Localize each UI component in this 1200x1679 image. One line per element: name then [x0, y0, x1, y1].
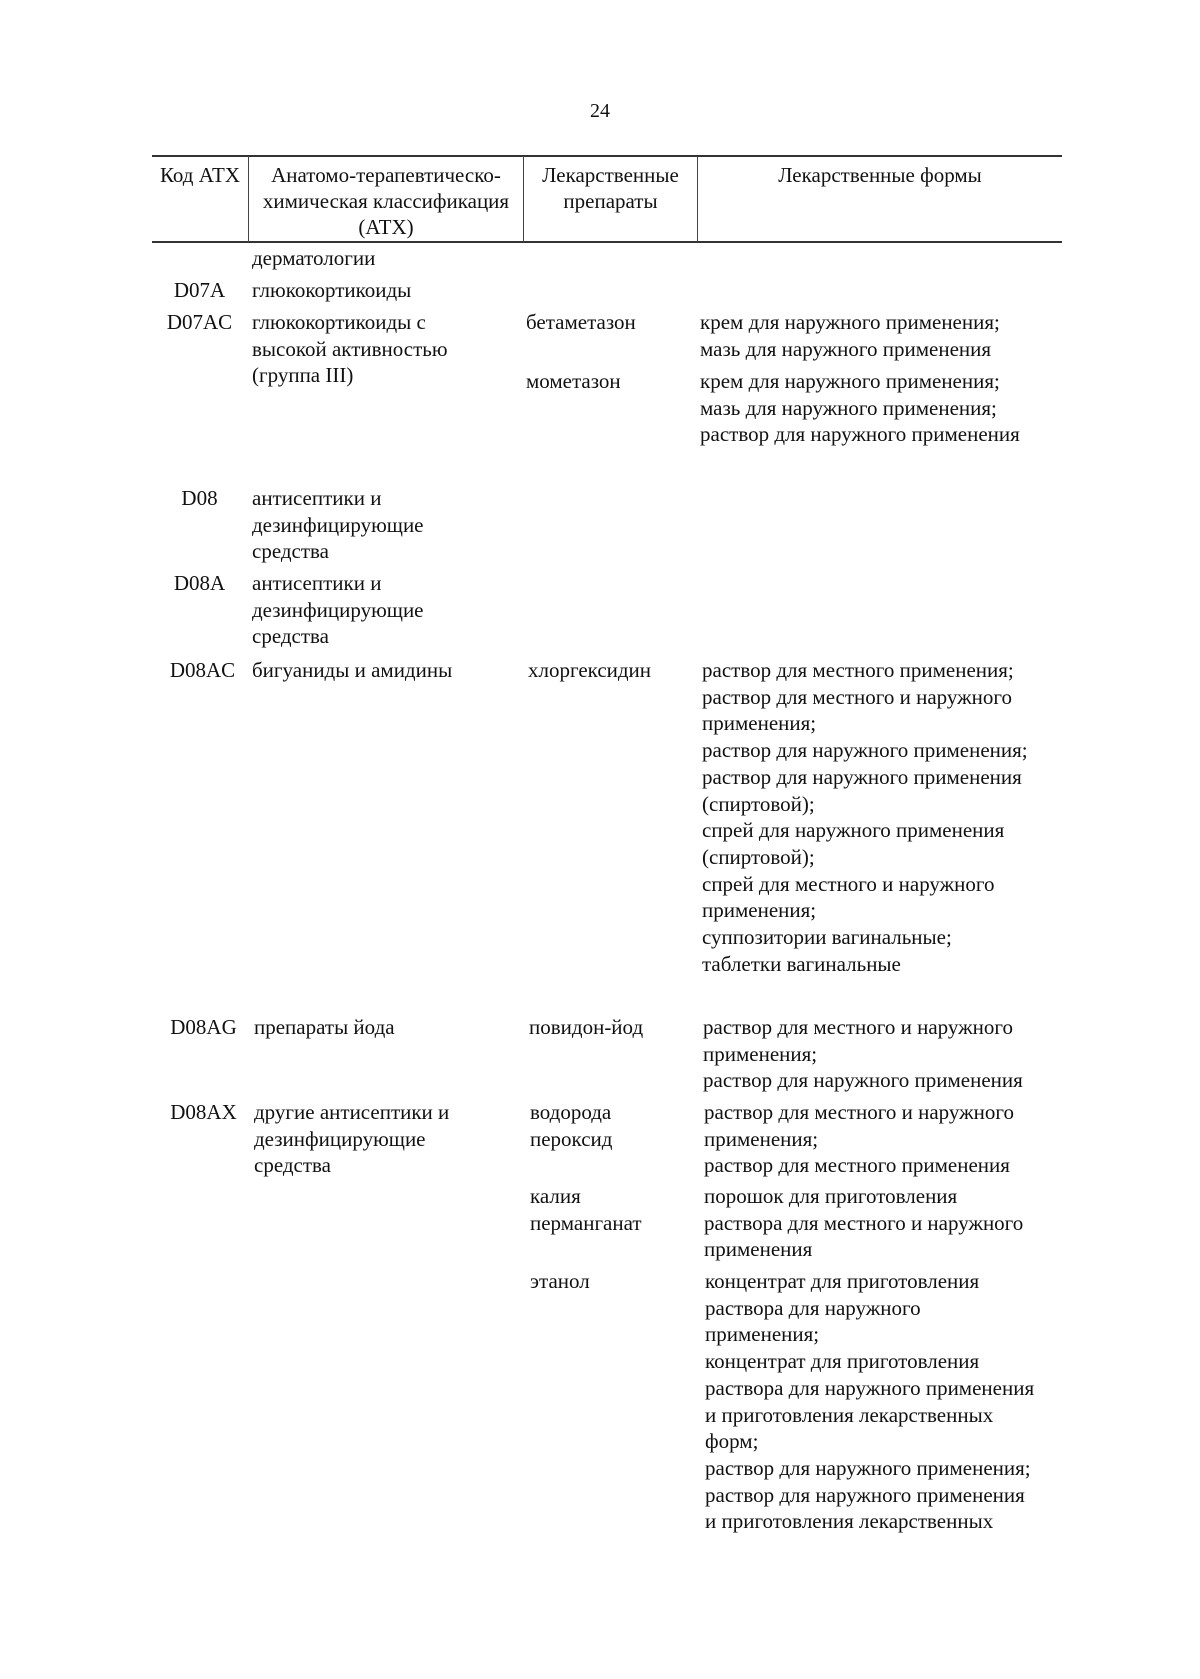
- cell-forms: концентрат для приготовления раствора для наружного применения; концентрат для приготовления раствора для наружного применения и приготовления лекарственных форм; раствор для наружного применения; раствор для наружного применения и приготовления лекарственных: [705, 1269, 1035, 1534]
- header-divider: [697, 156, 698, 242]
- cell-forms: раствор для местного и наружного применения; раствор для наружного применения: [703, 1015, 1023, 1093]
- cell-code: D08AX: [170, 1100, 237, 1124]
- cell-code: D08AG: [170, 1015, 237, 1039]
- header-classification: Анатомо-терапевтическо-химическая классификация (АТХ): [262, 163, 510, 239]
- cell-forms: раствор для местного применения; раствор для местного и наружного применения; раствор для наружного применения; раствор для наружного применения (спиртовой); спрей для наружного применения (спиртовой); спрей для местного и наружного применения; суппозитории вагинальные; таблетки вагинальные: [702, 658, 1028, 976]
- cell-code: D08: [181, 486, 218, 510]
- cell-classification: глюкокортикоиды: [252, 278, 412, 302]
- cell-drug: калия перманганат: [530, 1184, 642, 1235]
- header-divider: [523, 156, 524, 242]
- cell-drug: повидон-йод: [529, 1015, 644, 1039]
- cell-forms: порошок для приготовления раствора для местного и наружного применения: [704, 1184, 1024, 1262]
- page-number: 24: [590, 100, 610, 122]
- cell-code: D08A: [173, 571, 226, 595]
- cell-code: D07A: [173, 278, 226, 302]
- cell-classification: дерматологии: [252, 246, 376, 270]
- header-divider: [248, 156, 249, 242]
- cell-classification: антисептики и дезинфицирующие средства: [252, 486, 424, 564]
- header-bottom-rule: [152, 241, 1062, 243]
- cell-code: D07AC: [166, 310, 233, 334]
- header-forms: Лекарственные формы: [778, 163, 982, 187]
- cell-drug: мометазон: [526, 369, 621, 393]
- cell-classification: антисептики и дезинфицирующие средства: [252, 571, 424, 649]
- cell-forms: крем для наружного применения; мазь для наружного применения: [700, 310, 1000, 361]
- cell-classification: препараты йода: [254, 1015, 395, 1039]
- cell-classification: другие антисептики и дезинфицирующие средства: [254, 1100, 450, 1178]
- cell-forms: раствор для местного и наружного применения; раствор для местного применения: [704, 1100, 1014, 1178]
- cell-drug: хлоргексидин: [528, 658, 652, 682]
- cell-drug: водорода пероксид: [530, 1100, 613, 1151]
- cell-drug: этанол: [530, 1269, 590, 1293]
- cell-code: D08AC: [169, 658, 236, 682]
- header-top-rule: [152, 155, 1062, 157]
- cell-classification: бигуаниды и амидины: [252, 658, 453, 682]
- header-drugs: Лекарственные препараты: [542, 163, 679, 213]
- cell-drug: бетаметазон: [526, 310, 636, 334]
- cell-forms: крем для наружного применения; мазь для наружного применения; раствор для наружного применения: [700, 369, 1020, 447]
- header-code: Код АТХ: [159, 163, 241, 187]
- cell-classification: глюкокортикоиды с высокой активностью (группа III): [252, 310, 448, 388]
